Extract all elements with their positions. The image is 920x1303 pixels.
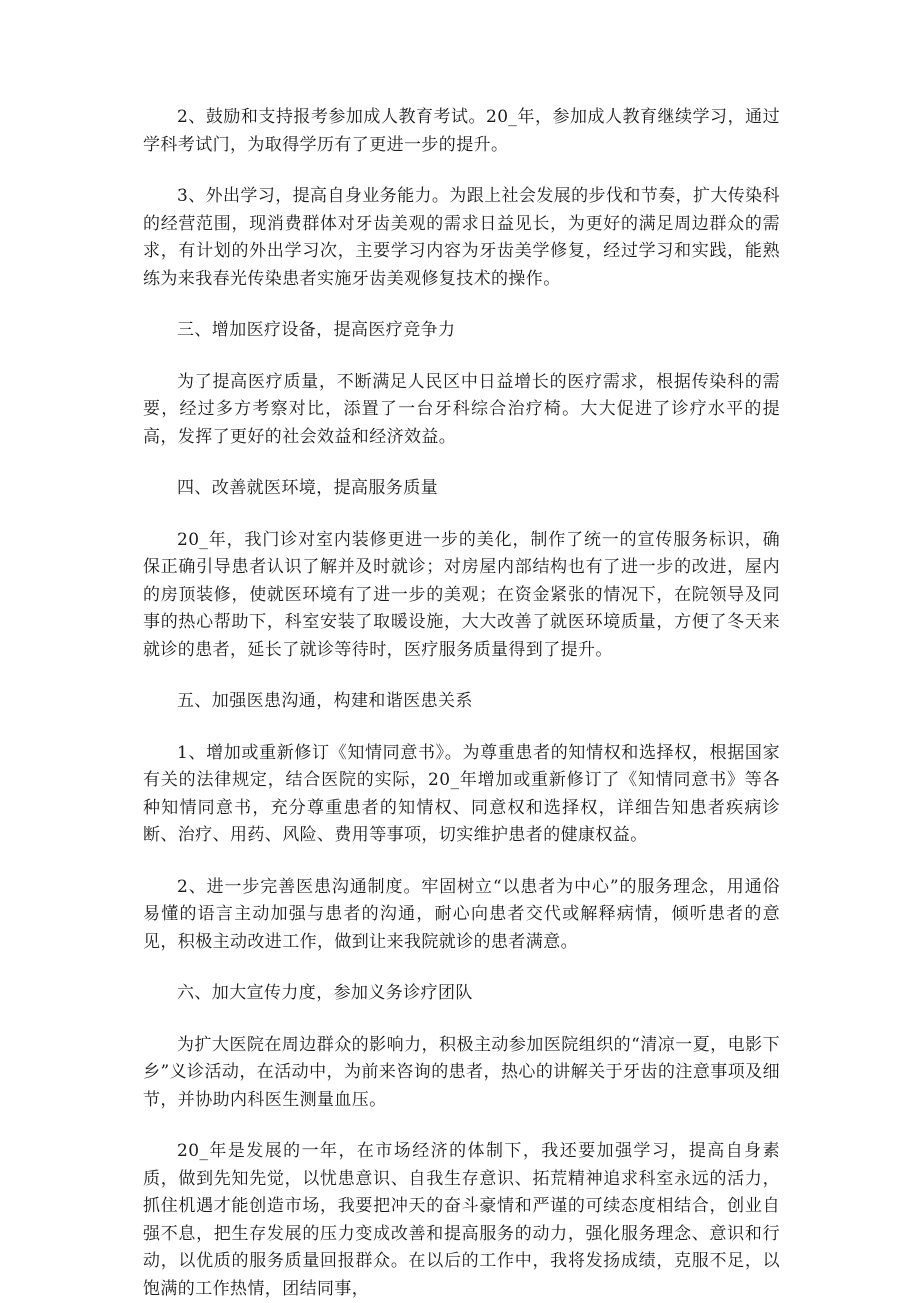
paragraph-external-study: 3、外出学习，提高自身业务能力。为跟上社会发展的步伐和节奏，扩大传染科的经营范围，现消费群体对牙齿美观的需求日益见长，为更好的满足周边群众的需求，有计划的外出学习次，主要学习内容为牙齿美学修复，经过学习和实践，能熟练为来我春光传染患者实施牙齿美观修复技术的操作。	[143, 186, 780, 289]
section-heading-environment: 四、改善就医环境，提高服务质量	[177, 478, 438, 498]
paragraph-exam: 2、鼓励和支持报考参加成人教育考试。20_年，参加成人教育继续学习，通过学科考试门，为取得学历有了更进一步的提升。	[143, 107, 780, 155]
section-heading-publicity: 六、加大宣传力度，参加义务诊疗团队	[177, 983, 473, 1003]
paragraph-outlook: 20_年是发展的一年，在市场经济的体制下，我还要加强学习，提高自身素质，做到先知先觉，以忧患意识、自我生存意识、拓荒精神追求科室永远的活力，抓住机遇才能创造市场，我要把冲天的奋斗豪情和严谨的可续态度相结合，创业自强不息，把生存发展的压力变成改善和提高服务的动力，强化服务理念、意识和行动，以优质的服务质量回报群众。在以后的工作中，我将发扬成绩，克服不足，以饱满的工作热情，团结同事，	[143, 1141, 780, 1299]
paragraph-communication-system: 2、进一步完善医患沟通制度。牢固树立“以患者为中心”的服务理念，用通俗易懂的语言主动加强与患者的沟通，耐心向患者交代或解释病情，倾听患者的意见，积极主动改进工作，做到让来我院就诊的患者满意。	[143, 876, 780, 952]
paragraph-consent: 1、增加或重新修订《知情同意书》。为尊重患者的知情权和选择权，根据国家有关的法律规定，结合医院的实际，20_年增加或重新修订了《知情同意书》等各种知情同意书，充分尊重患者的知情权、同意权和选择权，详细告知患者疾病诊断、治疗、用药、风险、费用等事项，切实维护患者的健康权益。	[143, 742, 780, 845]
section-heading-equipment: 三、增加医疗设备，提高医疗竞争力	[177, 320, 456, 340]
paragraph-equipment: 为了提高医疗质量，不断满足人民区中日益增长的医疗需求，根据传染科的需要，经过多方考察对比，添置了一台牙科综合治疗椅。大大促进了诊疗水平的提高，发挥了更好的社会效益和经济效益。	[143, 371, 780, 447]
paragraph-publicity: 为扩大医院在周边群众的影响力，积极主动参加医院组织的“清凉一夏，电影下乡”义诊活动，在活动中，为前来咨询的患者，热心的讲解关于牙齿的注意事项及细节，并协助内科医生测量血压。	[143, 1034, 780, 1110]
section-heading-communication: 五、加强医患沟通，构建和谐医患关系	[177, 691, 473, 711]
paragraph-environment: 20_年，我门诊对室内装修更进一步的美化，制作了统一的宣传服务标识，确保正确引导患者认识了解并及时就诊；对房屋内部结构也有了进一步的改进，屋内的房顶装修，使就医环境有了进一步的美观；在资金紧张的情况下，在院领导及同事的热心帮助下，科室安装了取暖设施，大大改善了就医环境质量，方便了冬天来就诊的患者，延长了就诊等待时，医疗服务质量得到了提升。	[143, 529, 780, 660]
